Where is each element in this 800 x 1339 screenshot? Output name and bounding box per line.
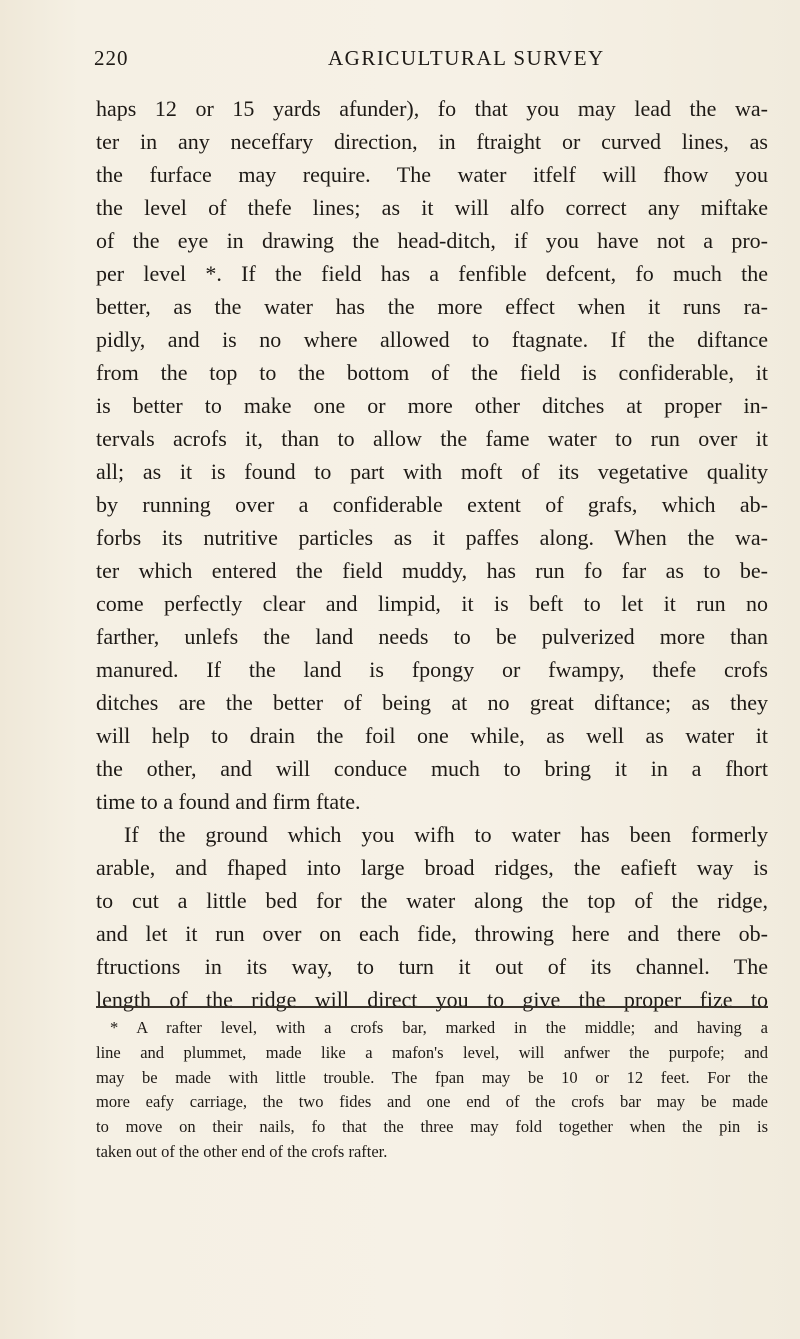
body-line: time to a found and firm ftate. — [96, 789, 361, 814]
footnote-line: taken out of the other end of the crofs rafter. — [96, 1141, 388, 1161]
body-line: of the eye in drawing the head-ditch, if you have not a pro- — [96, 228, 768, 253]
footnote-line: more eafy carriage, the two fides and one end of the crofs bar may be made — [96, 1092, 768, 1112]
footnote-line: to move on their nails, fo that the three may fold together when the pin is — [96, 1117, 768, 1137]
footnote-line: may be made with little trouble. The fpan may be 10 or 12 feet. For the — [96, 1067, 768, 1087]
body-line: to cut a little bed for the water along the top of the ridge, — [96, 888, 768, 913]
body-text — [96, 92, 768, 1016]
body-line: If the ground which you wifh to water has been formerly — [124, 822, 768, 847]
body-line: manured. If the land is fpongy or fwampy, thefe crofs — [96, 657, 768, 682]
body-line: the other, and will conduce much to bring it in a fhort — [96, 756, 768, 781]
body-line: ter which entered the field muddy, has run fo far as to be- — [96, 558, 768, 583]
body-line: all; as it is found to part with moft of its vegetative quality — [96, 459, 768, 484]
footnote — [96, 1016, 768, 1165]
body-line: arable, and fhaped into large broad ridges, the eafieft way is — [96, 855, 768, 880]
body-line: length of the ridge will direct you to give the proper fize to — [96, 987, 768, 1012]
body-line: come perfectly clear and limpid, it is beft to let it run no — [96, 591, 768, 616]
running-head: AGRICULTURAL SURVEY — [328, 46, 605, 70]
body-line: farther, unlefs the land needs to be pulverized more than — [96, 624, 768, 649]
page-header — [0, 46, 800, 76]
body-line: tervals acrofs it, than to allow the fame water to run over it — [96, 426, 768, 451]
footnote-divider — [96, 1006, 768, 1008]
footnote-line: line and plummet, made like a mafon's level, will anfwer the purpofe; and — [96, 1042, 768, 1062]
body-line: ter in any neceffary direction, in ftraight or curved lines, as — [96, 129, 768, 154]
body-line: haps 12 or 15 yards afunder), fo that you may lead the wa- — [96, 96, 768, 121]
body-line: and let it run over on each fide, throwing here and there ob- — [96, 921, 768, 946]
body-line: will help to drain the foil one while, as well as water it — [96, 723, 768, 748]
body-line: pidly, and is no where allowed to ftagnate. If the diftance — [96, 327, 768, 352]
body-line: is better to make one or more other ditches at proper in- — [96, 393, 768, 418]
body-line: ditches are the better of being at no great diftance; as they — [96, 690, 768, 715]
body-line: from the top to the bottom of the field is confiderable, it — [96, 360, 768, 385]
body-line: by running over a confiderable extent of grafs, which ab- — [96, 492, 768, 517]
body-line: ftructions in its way, to turn it out of its channel. The — [96, 954, 768, 979]
body-line: the furface may require. The water itfelf will fhow you — [96, 162, 768, 187]
body-line: forbs its nutritive particles as it paffes along. When the wa- — [96, 525, 768, 550]
body-line: per level *. If the field has a fenfible defcent, fo much the — [96, 261, 768, 286]
footnote-line: * A rafter level, with a crofs bar, marked in the middle; and having a — [110, 1018, 768, 1037]
body-line: the level of thefe lines; as it will alfo correct any miftake — [96, 195, 768, 220]
body-line: better, as the water has the more effect when it runs ra- — [96, 294, 768, 319]
page-number: 220 — [94, 46, 129, 70]
